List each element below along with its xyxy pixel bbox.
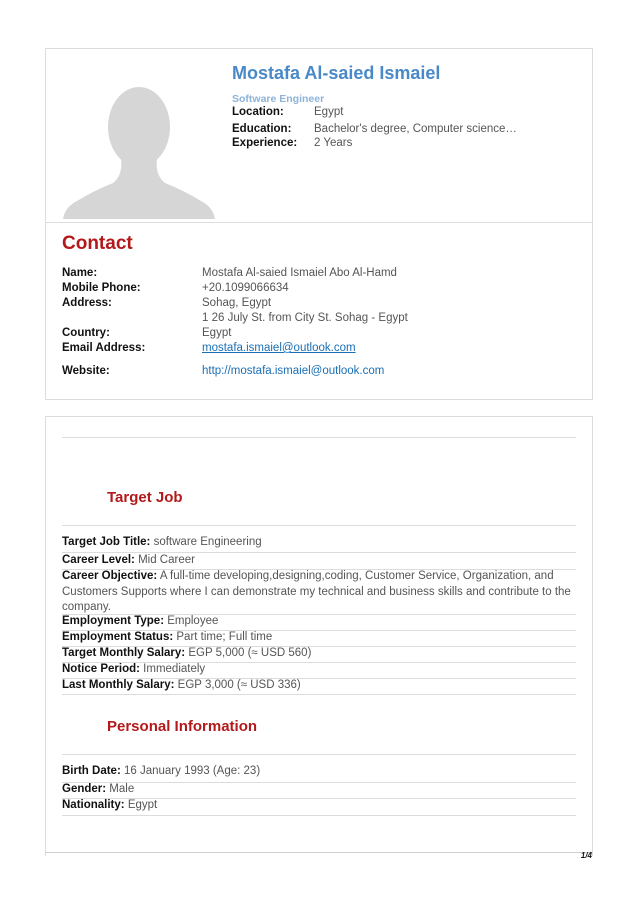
website-link[interactable]: http://mostafa.ismaiel@outlook.com xyxy=(202,365,385,377)
birth-date-row: Birth Date: 16 January 1993 (Age: 23) xyxy=(62,765,261,777)
divider xyxy=(62,815,576,816)
divider xyxy=(62,694,576,695)
avatar-placeholder-icon xyxy=(63,79,215,219)
career-objective-row: Career Objective: A full-time developing,designing,coding, Customer Service, Organization, and Customers Supports where I can demonstrate my technical and business skills and contribute to the company. xyxy=(62,570,571,613)
divider xyxy=(62,437,576,438)
education-value: Bachelor's degree, Computer science… xyxy=(314,123,517,135)
contact-heading: Contact xyxy=(62,233,133,254)
nationality-row: Nationality: Egypt xyxy=(62,799,158,811)
career-level-row: Career Level: Mid Career xyxy=(62,554,195,566)
details-card xyxy=(45,416,593,856)
candidate-job-title: Software Engineer xyxy=(232,93,325,105)
candidate-name: Mostafa Al-saied Ismaiel xyxy=(232,63,441,83)
target-job-heading: Target Job xyxy=(107,489,183,506)
contact-name-value: Mostafa Al-saied Ismaiel Abo Al-Hamd xyxy=(202,267,397,279)
contact-address-line2: 1 26 July St. from City St. Sohag - Egypt xyxy=(202,312,408,324)
employment-status-row: Employment Status: Part time; Full time xyxy=(62,631,273,643)
employment-type-row: Employment Type: Employee xyxy=(62,615,219,627)
email-link[interactable]: mostafa.ismaiel@outlook.com xyxy=(202,342,356,354)
location-label: Location: xyxy=(232,106,284,118)
experience-value: 2 Years xyxy=(314,137,353,149)
last-salary-row: Last Monthly Salary: EGP 3,000 (≈ USD 336) xyxy=(62,679,301,691)
profile-card: Mostafa Al-saied Ismaiel Software Engineer Location: Egypt Education: Bachelor's degree, Computer science… Experience: 2 Years Contact Name: Mostafa Al-saied Ismaiel Abo Al-Hamd Mobile Phone: +20.1099066634 Address: Sohag, Egypt 1 26 July St. from City St. Sohag - Egypt Country: Egypt Email Address: mostafa.ismaiel@outlook.com Website: http://mostafa.ismaiel@outlook.com xyxy=(45,48,593,400)
contact-country-value: Egypt xyxy=(202,327,232,339)
divider xyxy=(62,525,576,526)
education-label: Education: xyxy=(232,123,292,135)
footer-divider xyxy=(45,852,593,853)
contact-phone-value: +20.1099066634 xyxy=(202,282,289,294)
experience-label: Experience: xyxy=(232,137,298,149)
page-number: 1/4 xyxy=(580,851,592,860)
notice-period-row: Notice Period: Immediately xyxy=(62,663,206,675)
target-salary-row: Target Monthly Salary: EGP 5,000 (≈ USD 560) xyxy=(62,647,312,659)
personal-info-heading: Personal Information xyxy=(107,718,258,735)
gender-row: Gender: Male xyxy=(62,783,135,795)
divider xyxy=(62,754,576,755)
contact-address-line1: Sohag, Egypt xyxy=(202,297,272,309)
location-value: Egypt xyxy=(314,106,344,118)
target-job-title-row: Target Job Title: software Engineering xyxy=(62,536,262,548)
header-divider xyxy=(46,222,592,223)
